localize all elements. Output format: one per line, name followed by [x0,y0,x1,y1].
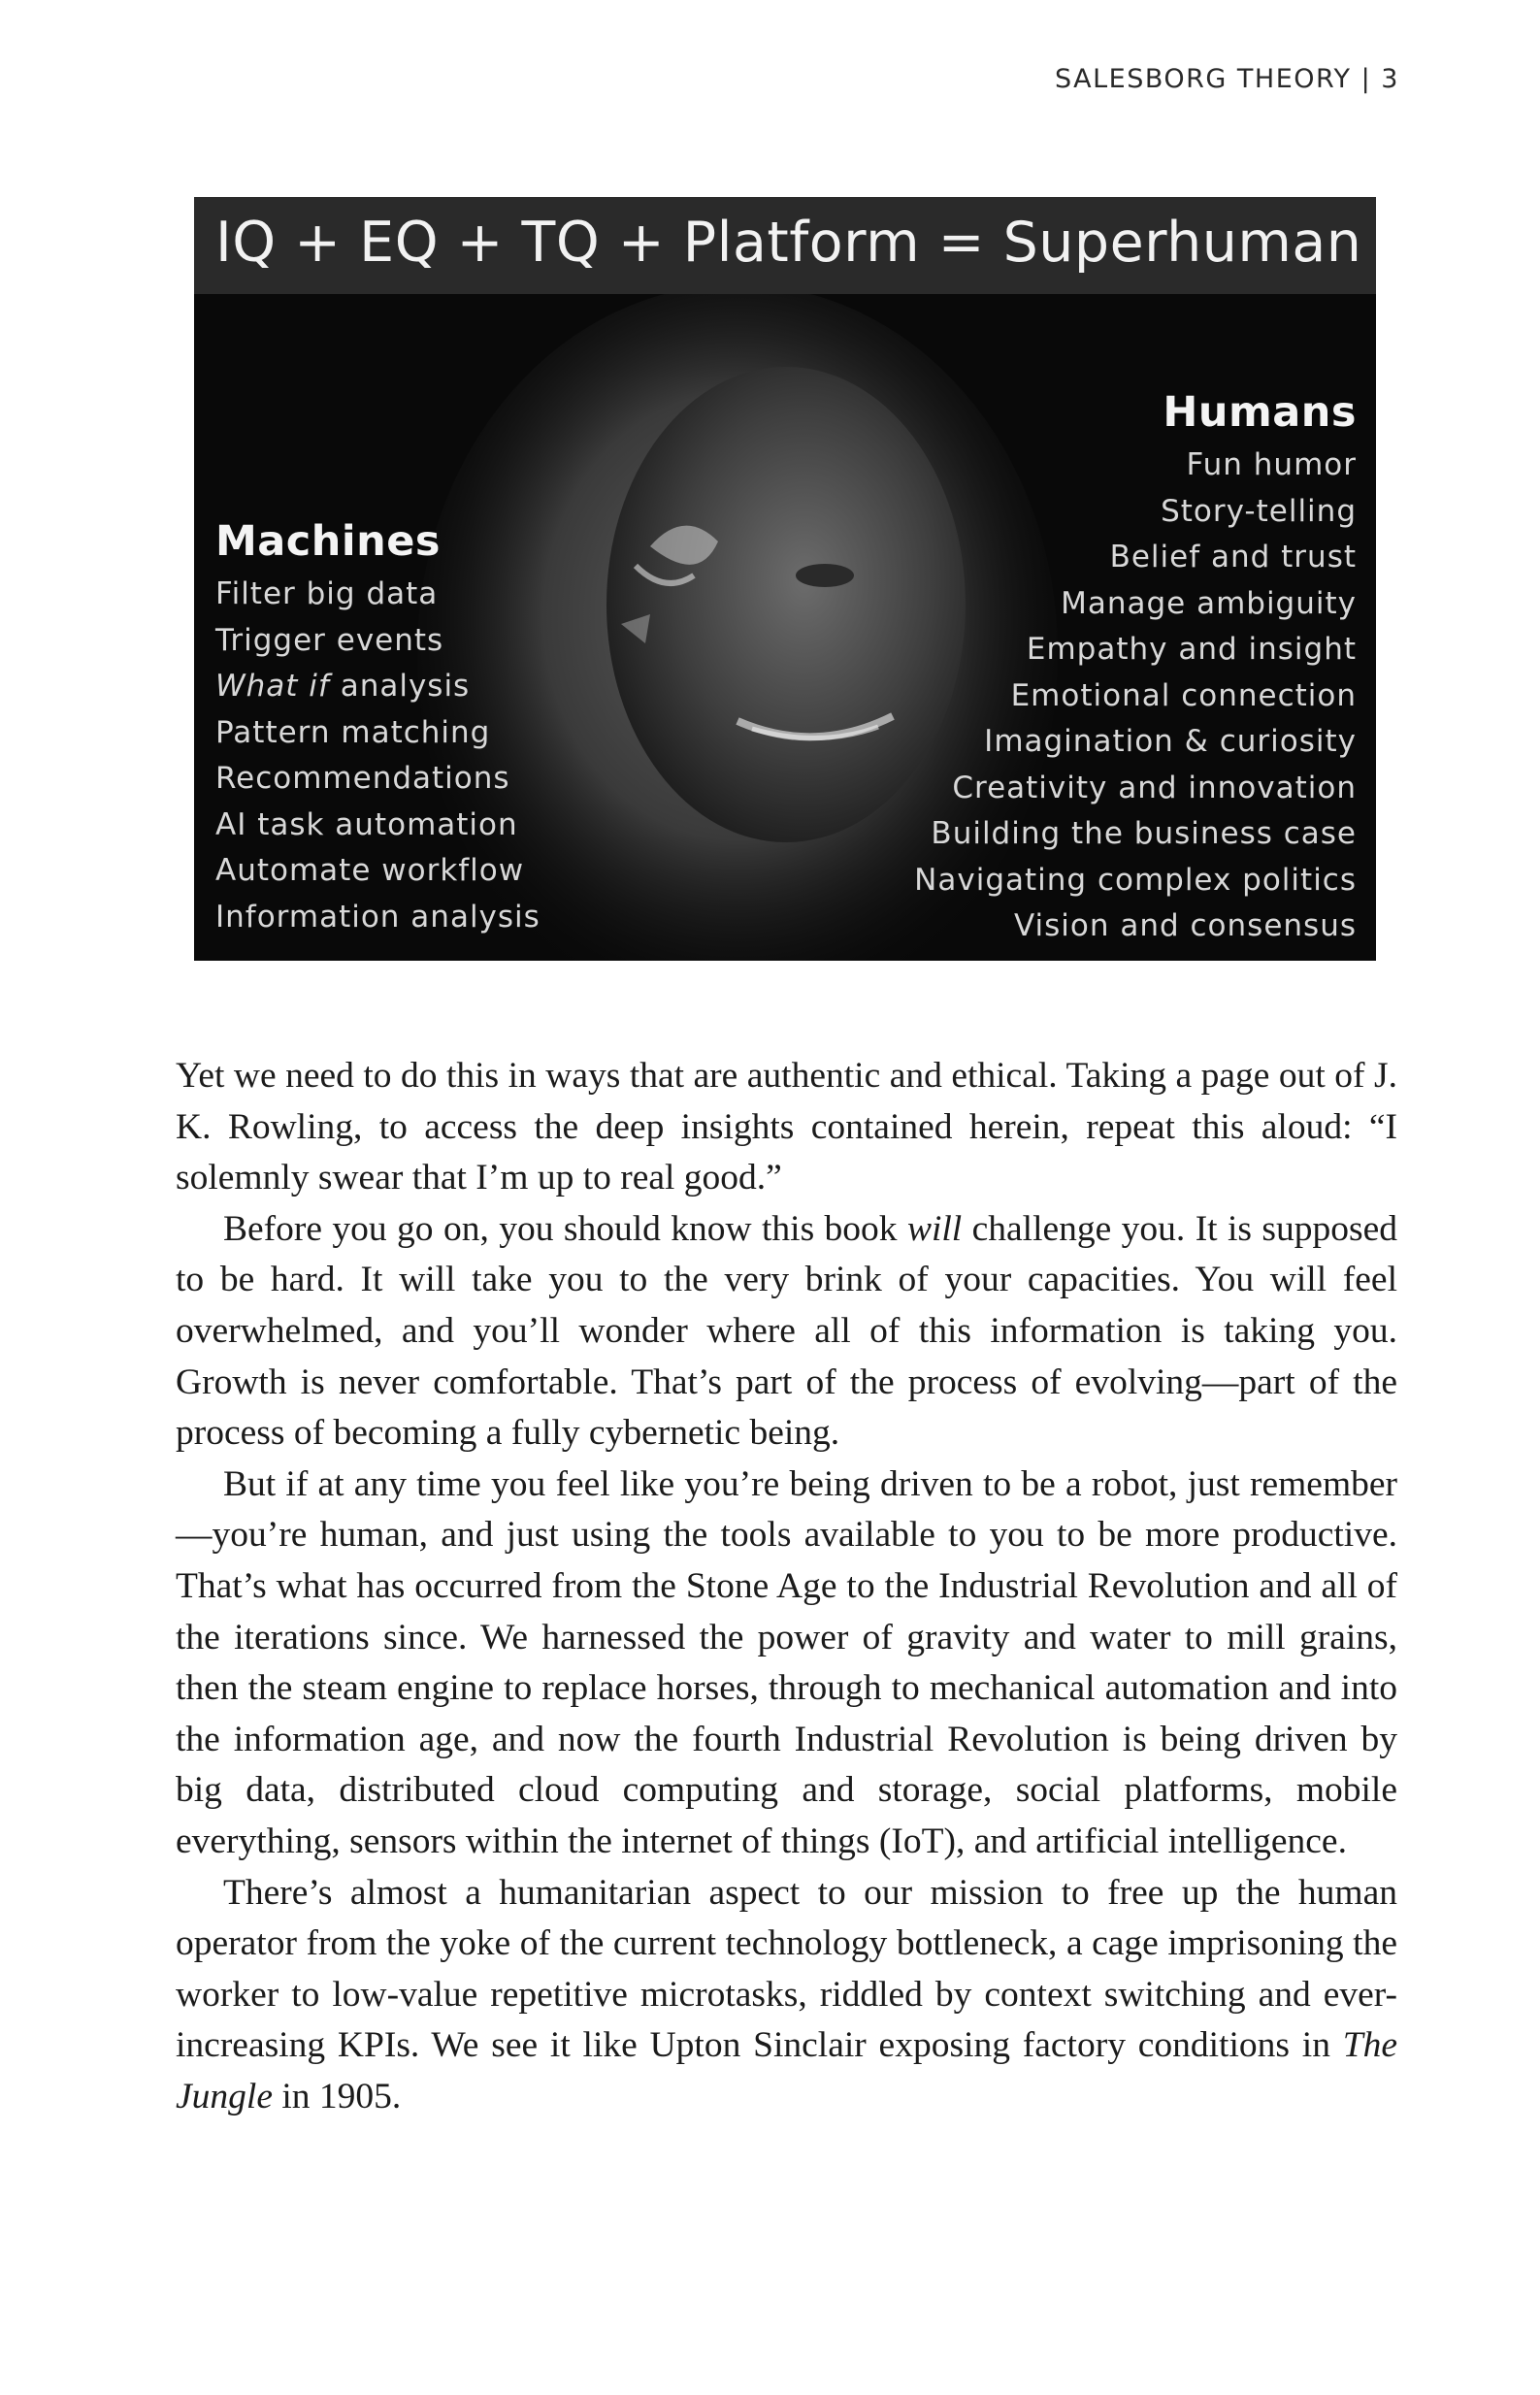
machines-column [215,517,623,940]
machines-item: Recommendations [215,761,510,796]
emphasis: will [906,1208,963,1249]
humans-item: Creativity and innovation [952,770,1357,805]
book-title: The Jungle [176,2025,1397,2116]
machines-item: Trigger events [215,622,444,658]
humans-item: Building the business case [931,816,1357,851]
machines-item-emphasis: What if [215,669,330,704]
paragraph-text: Before you go on, you should know this book [223,1208,907,1249]
machines-item-rest: analysis [329,669,471,704]
paragraph [176,1868,1397,2123]
humans-item: Manage ambiguity [1061,585,1357,621]
machines-item: Filter big data [215,576,439,611]
machines-heading: Machines [215,517,442,566]
paragraph: Yet we need to do this in ways that are authentic and ethical. Taking a page out of J. K. Rowling, to access the deep insights contained herein, repeat this aloud: “I solemnly swear that I’m up to real good.” [176,1056,1397,1198]
paragraph: But if at any time you feel like you’re being driven to be a robot, just remember—you’re human, and just using the tools available to you to be more productive. That’s what has occurred from the Stone Age to the Industrial Revolution and all of the iterations since. We harnessed the power of gravity and water to mill grains, then the steam engine to replace horses, through to mechanical automation and into the information age, and now the fourth Industrial Revolution is being driven by big data, distributed cloud computing and storage, social platforms, mobile everything, sensors within the internet of things (IoT), and artificial intelligence. [176,1463,1397,1861]
paragraph-text: in 1905. [272,2076,402,2116]
body-text [176,1051,1397,2122]
machines-item: Automate workflow [215,853,525,888]
humans-heading: Humans [1163,388,1357,437]
humans-item: Belief and trust [1109,540,1357,574]
humans-item: Story-telling [1161,493,1357,529]
machines-item: AI task automation [215,806,518,842]
humans-column [813,388,1357,950]
humans-item: Empathy and insight [1026,632,1357,667]
paragraph-text: There’s almost a humanitarian aspect to our mission to free up the human operator from the yoke of the current technology bottleneck, a cage imprisoning the worker to low-value repetitive microtasks, riddled by context switching and ever-increasing KPIs. We see it like Upton Sinclair exposing factory conditions in [176,1872,1397,2066]
humans-item: Imagination & curiosity [984,724,1357,759]
superhuman-figure [194,197,1376,961]
machines-item [215,664,623,710]
humans-item: Fun humor [1186,447,1357,482]
humans-item: Navigating complex politics [914,862,1357,898]
machines-item: Pattern matching [215,714,491,750]
machines-item: Information analysis [215,899,541,935]
paragraph-text: challenge you. It is supposed to be hard. It will take you to the very brink of your capacities. You will feel overwhelmed, and you’ll wonder where all of this information is taking you. Growth is never comfortable. That’s part of the process of evolving—part of the process of becoming a fully cybernetic being. [176,1208,1397,1454]
running-head: SALESBORG THEORY | 3 [1055,64,1399,94]
humans-item: Vision and consensus [1013,908,1357,943]
figure-title: IQ + EQ + TQ + Platform = Superhuman [215,211,1362,275]
paragraph [176,1204,1397,1460]
humans-item: Emotional connection [1010,677,1357,713]
